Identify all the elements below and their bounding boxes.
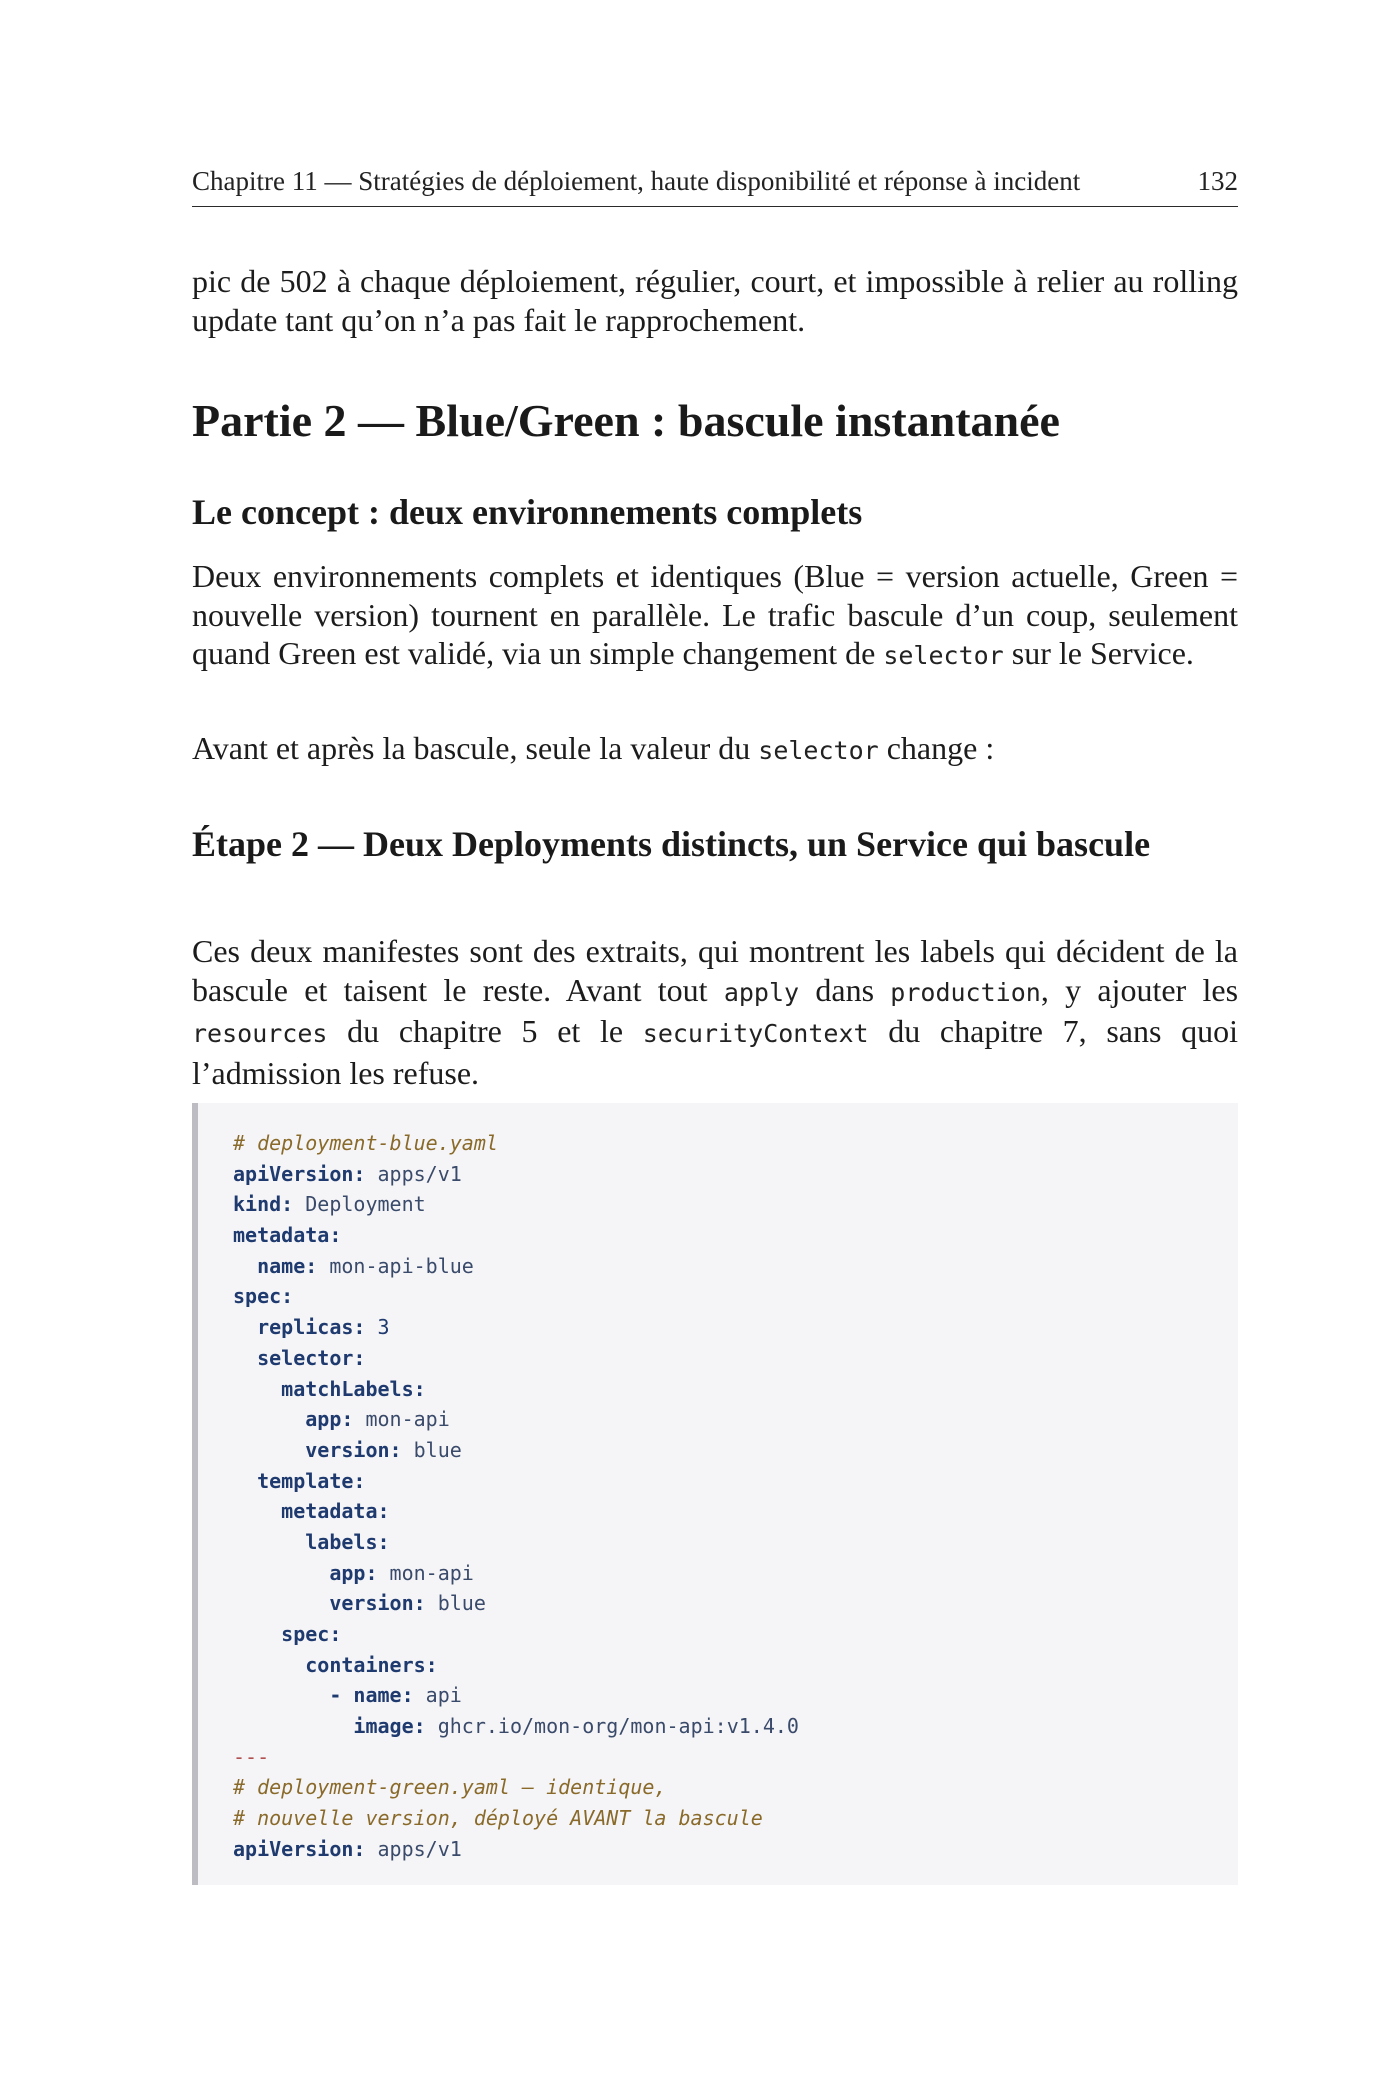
code-key: app:: [305, 1407, 354, 1432]
selector-code: selector: [883, 641, 1004, 670]
etape-text-5: du chapitre 7, sans quoi l’admission les refuse.: [192, 1013, 1239, 1091]
apply-code: apply: [723, 977, 800, 1007]
code-key: spec:: [233, 1284, 294, 1309]
code-line: [233, 1834, 799, 1865]
concept-text-2: sur le Service.: [1003, 635, 1194, 671]
selector-code-2: selector: [758, 736, 879, 765]
code-value: apps/v1: [365, 1161, 462, 1186]
code-comment: # nouvelle version, déployé AVANT la bascule: [233, 1806, 763, 1831]
code-value: mon-api: [353, 1407, 450, 1432]
code-line: [233, 1404, 799, 1435]
code-key: metadata:: [281, 1499, 390, 1524]
code-key: replicas:: [257, 1315, 366, 1340]
code-key: app:: [329, 1560, 378, 1585]
code-key: apiVersion:: [233, 1836, 366, 1861]
code-value: blue: [425, 1591, 486, 1616]
code-value: mon-api: [377, 1560, 474, 1585]
code-line: [233, 1343, 799, 1374]
code-line: [233, 1189, 799, 1220]
code-key: version:: [305, 1437, 402, 1462]
code-value: 3: [365, 1315, 390, 1340]
code-line: [233, 1680, 799, 1711]
code-key: selector:: [257, 1345, 366, 1370]
code-key: spec:: [281, 1622, 342, 1646]
running-header: [192, 166, 1238, 207]
code-separator: ---: [233, 1744, 270, 1769]
code-value: ghcr.io/mon-org/mon-api:v1.4.0: [425, 1714, 799, 1739]
etape-heading: Étape 2 — Deux Deployments distincts, un Service qui bascule: [192, 824, 1151, 864]
code-comment: # deployment-blue.yaml: [233, 1131, 498, 1155]
concept-heading: Le concept : deux environnements complets: [192, 492, 863, 532]
code-line: [233, 1251, 799, 1282]
code-value: mon-api-blue: [317, 1253, 474, 1278]
code-line: [233, 1496, 799, 1527]
code-line: [233, 1619, 799, 1650]
page-number: 132: [1197, 166, 1238, 196]
code-line: [233, 1466, 799, 1497]
code-key: metadata:: [233, 1223, 342, 1248]
code-key: version:: [329, 1591, 426, 1616]
code-value: apps/v1: [365, 1836, 462, 1861]
concept-paragraph: [192, 557, 1238, 676]
code-line: [233, 1281, 799, 1312]
code-line: [233, 1374, 799, 1405]
intro-paragraph: pic de 502 à chaque déploiement, régulier, court, et impossible à relier au rolling update tant qu’on n’a pas fait le rapprochement.: [192, 263, 1238, 338]
switch-text-1: Avant et après la bascule, seule la valeur du: [192, 730, 759, 766]
resources-code: resources: [192, 1019, 328, 1048]
yaml-code-block: [192, 1103, 1238, 1885]
code-line: [233, 1558, 799, 1589]
code-key: template:: [257, 1468, 366, 1493]
code-line: [233, 1312, 799, 1343]
code-content: [233, 1128, 799, 1865]
code-key: apiVersion:: [233, 1161, 366, 1186]
code-line: [233, 1128, 799, 1159]
code-key: labels:: [305, 1529, 390, 1554]
code-line: [233, 1527, 799, 1558]
etape-text-3: , y ajouter les: [1040, 971, 1239, 1008]
code-key: containers:: [305, 1652, 438, 1677]
code-key: image:: [353, 1714, 426, 1739]
code-line: [233, 1803, 799, 1834]
switch-paragraph: [192, 729, 1238, 771]
code-comment: # deployment-green.yaml — identique,: [233, 1775, 667, 1800]
etape-text-4: du chapitre 5 et le: [327, 1013, 643, 1049]
code-key: kind:: [233, 1192, 294, 1217]
code-value: blue: [401, 1437, 462, 1462]
part-title: Partie 2 — Blue/Green : bascule instantanée: [192, 395, 1060, 446]
production-code: production: [890, 977, 1041, 1007]
code-line: [233, 1435, 799, 1466]
switch-text-2: change :: [878, 730, 995, 766]
code-key: - name:: [329, 1683, 414, 1708]
code-line: [233, 1711, 799, 1742]
code-line: [233, 1772, 799, 1803]
chapter-title: Chapitre 11 — Stratégies de déploiement, haute disponibilité et réponse à incident: [192, 166, 1081, 196]
etape-paragraph: [192, 932, 1238, 1092]
code-line: [233, 1742, 799, 1773]
code-key: matchLabels:: [281, 1376, 426, 1401]
concept-text-1: Deux environnements complets et identiques (Blue = version actuelle, Green = nouvelle version) tournent en parallèle. Le trafic bascule d’un coup, seulement quand Green est validé, via un simple changement de: [192, 558, 1238, 671]
etape-text-1: Ces deux manifestes sont des extraits, qui montrent les labels qui décident de la bascule et taisent le reste. Avant tout: [192, 933, 1238, 1008]
code-line: [233, 1220, 799, 1251]
code-line: [233, 1588, 799, 1619]
code-value: Deployment: [293, 1192, 426, 1217]
code-key: name:: [257, 1253, 318, 1278]
code-line: [233, 1159, 799, 1190]
etape-text-2: dans: [799, 971, 891, 1008]
code-line: [233, 1650, 799, 1681]
code-value: api: [413, 1683, 462, 1708]
security-context-code: securityContext: [642, 1019, 869, 1048]
